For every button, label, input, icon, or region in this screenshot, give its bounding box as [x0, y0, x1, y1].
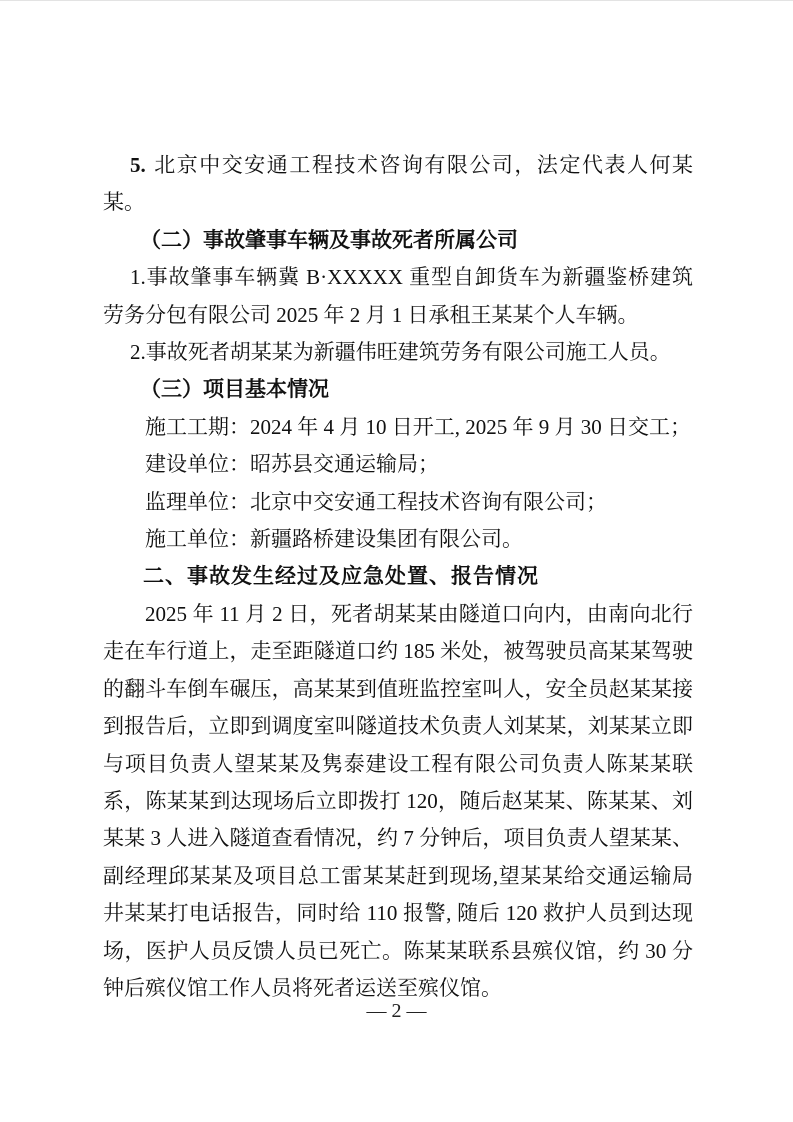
project-info-line-supervisor: 监理单位：北京中交安通工程技术咨询有限公司；: [145, 489, 607, 514]
list-item-1: 1.事故肇事车辆冀 B·XXXXX 重型自卸货车为新疆鉴桥建筑劳务分包有限公司 2025 年 2 月 1 日承租王某某个人车辆。: [103, 265, 693, 327]
item-number: 5.: [130, 153, 146, 177]
project-info-line-owner: 建设单位：昭苏县交通运输局；: [145, 452, 439, 477]
chapter-heading-accident-course: 二、事故发生经过及应急处置、报告情况: [143, 565, 539, 589]
document-body: [103, 147, 693, 1007]
section-heading-project-basics: （三）项目基本情况: [140, 377, 329, 402]
project-info-line-contractor: 施工单位：新疆路桥建设集团有限公司。: [145, 527, 523, 552]
page-footer: [0, 996, 793, 1026]
narrative-paragraph: 2025 年 11 月 2 日，死者胡某某由隧道口向内，由南向北行走在车行道上，走至距隧道口约 185 米处，被驾驶员高某某驾驶的翻斗车倒车碾压，高某某到值班监控室叫人，安全员赵某某接到报告后，立即到调度室叫隧道技术负责人刘某某，刘某某立即与项目负责人望某某及隽泰建设工程有限公司负责人陈某某联系，陈某某到达现场后立即拨打 120，随后赵某某、陈某某、刘某某 3 人进入隧道查看情况，约 7 分钟后，项目负责人望某某、副经理邱某某及项目总工雷某某赶到现场,望某某给交通运输局井某某打电话报告，同时给 110 报警, 随后 120 救护人员到达现场，医护人员反馈人员已死亡。陈某某联系县殡仪馆，约 30 分钟后殡仪馆工作人员将死者运送至殡仪馆。: [103, 601, 694, 1000]
page-number: — 2 —: [366, 1000, 427, 1022]
list-item-2: 2.事故死者胡某某为新疆伟旺建筑劳务有限公司施工人员。: [130, 340, 671, 365]
list-item-5: [103, 147, 693, 222]
item-text: 北京中交安通工程技术咨询有限公司，法定代表人何某某。: [103, 153, 693, 215]
section-heading-vehicle-company: （二）事故肇事车辆及事故死者所属公司: [140, 227, 518, 252]
project-info-line-schedule: 施工工期：2024 年 4 月 10 日开工, 2025 年 9 月 30 日交工；: [145, 414, 691, 439]
